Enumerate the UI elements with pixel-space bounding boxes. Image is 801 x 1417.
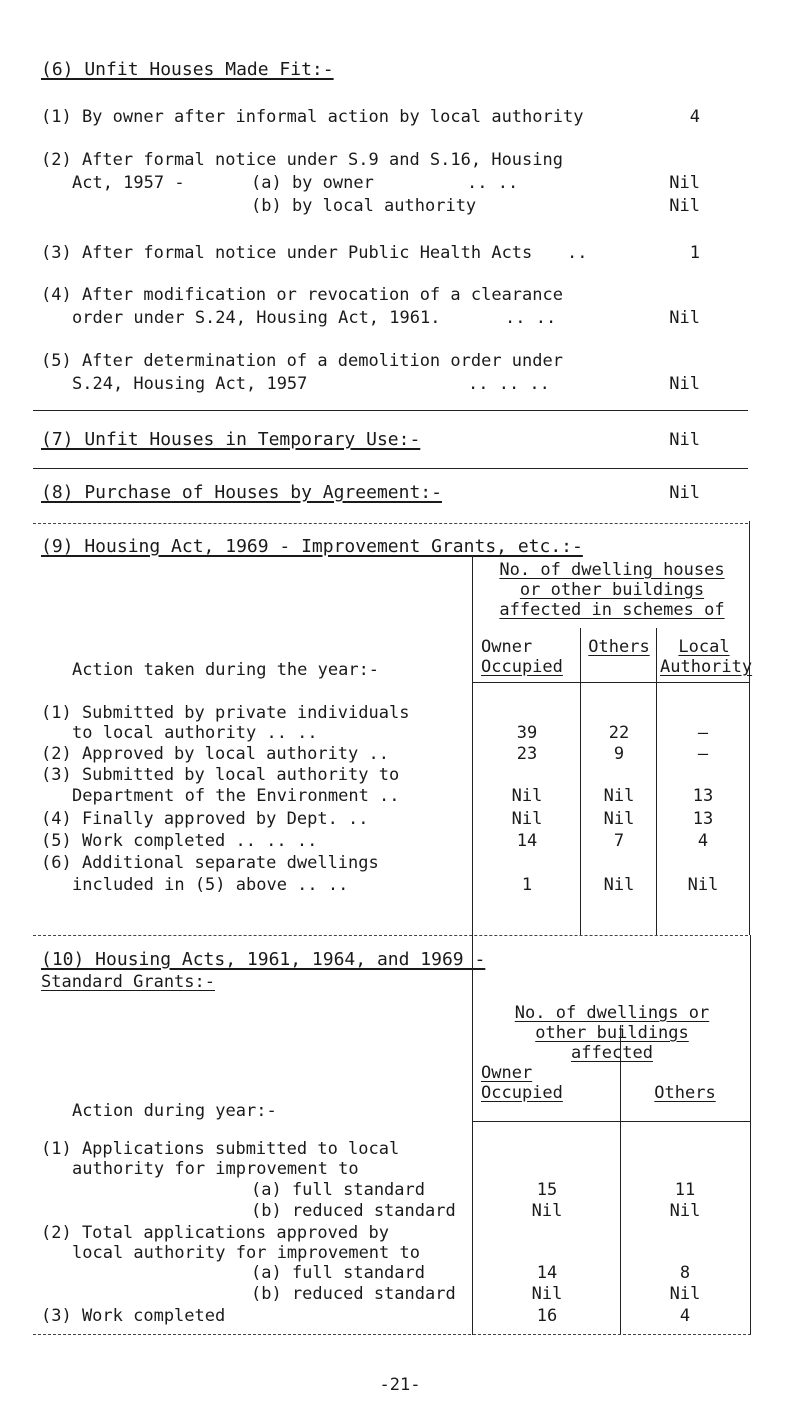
s10-col-owner-1: Owner xyxy=(481,1063,533,1083)
s6-item5-value: Nil xyxy=(669,374,700,394)
s6-item1-value: 4 xyxy=(689,107,700,127)
section-7-heading: (7) Unfit Houses in Temporary Use:- xyxy=(41,429,421,450)
s9-row1-owner: 39 xyxy=(516,723,538,743)
s6-item4-line1: (4) After modification or revocation of a clearance xyxy=(41,285,563,305)
s6-item5-line1: (5) After determination of a demolition order under xyxy=(41,351,563,371)
s10-r3-others: 4 xyxy=(679,1306,691,1326)
s9-row3-label-1: (3) Submitted by local authority to xyxy=(41,765,400,785)
s9-col-owner-2: Occupied xyxy=(481,657,563,677)
s6-item2-line1: (2) After formal notice under S.9 and S.16, Housing xyxy=(41,150,563,170)
s10-r1b-owner: Nil xyxy=(531,1201,563,1221)
s10-group-header-3: affected xyxy=(571,1043,653,1063)
s9-row2-label: (2) Approved by local authority .. xyxy=(41,744,389,764)
s6-item2-a-value: Nil xyxy=(669,173,700,193)
s8-value: Nil xyxy=(669,483,700,503)
s6-item4-line2: order under S.24, Housing Act, 1961. xyxy=(72,308,441,328)
s10-header-rule xyxy=(472,1121,750,1122)
section-8-heading: (8) Purchase of Houses by Agreement:- xyxy=(41,482,442,503)
s9-row1-others: 22 xyxy=(608,723,630,743)
s9-group-header-3: affected in schemes of xyxy=(499,600,725,620)
section-10-heading-2: Standard Grants:- xyxy=(41,972,215,992)
s9-col-divider-left xyxy=(472,555,473,780)
s6-item5-dots: .. .. .. xyxy=(468,374,550,394)
s9-group-header-1: No. of dwelling houses xyxy=(499,560,725,580)
s9-row5-label: (5) Work completed .. .. .. xyxy=(41,831,318,851)
s9-row6-others: Nil xyxy=(603,875,635,895)
divider-3 xyxy=(33,523,748,524)
s9-col-divider-right xyxy=(656,628,657,780)
s9-header-rule xyxy=(472,682,749,683)
divider-5 xyxy=(33,1334,751,1335)
s10-r3-owner: 16 xyxy=(536,1306,558,1326)
s9-right-border xyxy=(749,521,750,780)
s10-r2b-label: (b) reduced standard xyxy=(251,1284,456,1304)
s10-r1a-owner: 15 xyxy=(536,1180,558,1200)
s6-item4-value: Nil xyxy=(669,308,700,328)
divider-4 xyxy=(33,935,748,936)
divider-2 xyxy=(33,468,748,469)
s9-col-divider-right-2 xyxy=(656,780,657,935)
s6-item3-text: (3) After formal notice under Public Health Acts xyxy=(41,243,533,263)
section-6-heading: (6) Unfit Houses Made Fit:- xyxy=(41,59,334,80)
divider-1 xyxy=(33,410,748,411)
page-number: -21- xyxy=(379,1375,421,1395)
s10-right-border-2 xyxy=(750,1280,751,1335)
s6-item3-value: 1 xyxy=(689,243,700,263)
s9-row3-label-2: Department of the Environment .. xyxy=(72,786,400,806)
s6-item2-line2: Act, 1957 - xyxy=(72,173,185,193)
s10-r2a-label: (a) full standard xyxy=(251,1263,425,1283)
s9-col-owner-1: Owner xyxy=(481,637,533,657)
section-10-heading-1: (10) Housing Acts, 1961, 1964, and 1969 - xyxy=(41,949,486,970)
s9-row1-label-2: to local authority .. .. xyxy=(72,723,318,743)
s10-r2-label-2: local authority for improvement to xyxy=(72,1243,420,1263)
s10-col-divider-left xyxy=(472,935,473,1295)
s10-col-others: Others xyxy=(654,1083,716,1103)
s9-row4-label: (4) Finally approved by Dept. .. xyxy=(41,809,369,829)
s9-row6-label-2: included in (5) above .. .. xyxy=(72,875,349,895)
s10-r2a-others: 8 xyxy=(679,1263,691,1283)
s10-col-divider-mid-2 xyxy=(620,1280,621,1335)
s10-r3-label: (3) Work completed xyxy=(41,1306,226,1326)
s10-r1a-others: 11 xyxy=(674,1180,696,1200)
s10-col-divider-mid xyxy=(620,1025,621,1295)
s9-row5-others: 7 xyxy=(613,831,625,851)
s6-item4-dots: .. .. xyxy=(505,308,557,328)
s9-col-others: Others xyxy=(588,637,650,657)
s10-r2b-others: Nil xyxy=(669,1284,701,1304)
s10-r1b-label: (b) reduced standard xyxy=(251,1201,456,1221)
s9-row3-local: 13 xyxy=(692,786,714,806)
s6-item1-text: (1) By owner after informal action by local authority xyxy=(41,107,584,127)
s9-row1-label-1: (1) Submitted by private individuals xyxy=(41,703,410,723)
s9-row4-local: 13 xyxy=(692,809,714,829)
s9-col-divider-mid xyxy=(580,628,581,780)
s9-row2-local: – xyxy=(697,744,709,764)
s10-group-header-2: other buildings xyxy=(535,1023,689,1043)
s6-item2-b-value: Nil xyxy=(669,196,700,216)
s9-row3-others: Nil xyxy=(603,786,635,806)
s10-r1b-others: Nil xyxy=(669,1201,701,1221)
s9-row6-owner: 1 xyxy=(521,875,533,895)
s10-r2b-owner: Nil xyxy=(531,1284,563,1304)
s10-col-divider-left-2 xyxy=(472,1280,473,1335)
s10-r2-label-1: (2) Total applications approved by xyxy=(41,1223,389,1243)
s6-item5-line2: S.24, Housing Act, 1957 xyxy=(72,374,308,394)
s6-item2-b-label: (b) by local authority xyxy=(251,196,477,216)
s10-right-border xyxy=(750,935,751,1295)
s9-row6-local: Nil xyxy=(687,875,719,895)
s9-row4-others: Nil xyxy=(603,809,635,829)
s10-r1-label-1: (1) Applications submitted to local xyxy=(41,1139,400,1159)
s9-row2-others: 9 xyxy=(613,744,625,764)
s6-item2-a-label: (a) by owner xyxy=(251,173,374,193)
s9-row6-label-1: (6) Additional separate dwellings xyxy=(41,853,379,873)
s9-row1-local: – xyxy=(697,723,709,743)
s9-col-divider-left-2 xyxy=(472,780,473,935)
s10-r1a-label: (a) full standard xyxy=(251,1180,425,1200)
s6-item3-dots: .. xyxy=(567,243,588,263)
s9-group-header-2: or other buildings xyxy=(519,580,705,600)
s9-right-border-2 xyxy=(749,780,750,935)
s9-col-local-2: Authority xyxy=(660,657,753,677)
s10-r2a-owner: 14 xyxy=(536,1263,558,1283)
s9-col-divider-mid-2 xyxy=(580,780,581,935)
s10-group-header-1: No. of dwellings or xyxy=(514,1003,710,1023)
section-9-heading: (9) Housing Act, 1969 - Improvement Grants, etc.:- xyxy=(41,536,583,557)
s9-row4-owner: Nil xyxy=(511,809,543,829)
s6-item2-a-dots: .. .. xyxy=(467,173,519,193)
s9-row5-owner: 14 xyxy=(516,831,538,851)
s10-r1-label-2: authority for improvement to xyxy=(72,1159,359,1179)
s7-value: Nil xyxy=(669,430,700,450)
s9-row5-local: 4 xyxy=(697,831,709,851)
s9-action-label: Action taken during the year:- xyxy=(72,660,380,680)
s9-col-local-1: Local xyxy=(678,637,730,657)
s10-action-label: Action during year:- xyxy=(72,1101,277,1121)
s10-col-owner-2: Occupied xyxy=(481,1083,563,1103)
s9-row3-owner: Nil xyxy=(511,786,543,806)
s9-row2-owner: 23 xyxy=(516,744,538,764)
